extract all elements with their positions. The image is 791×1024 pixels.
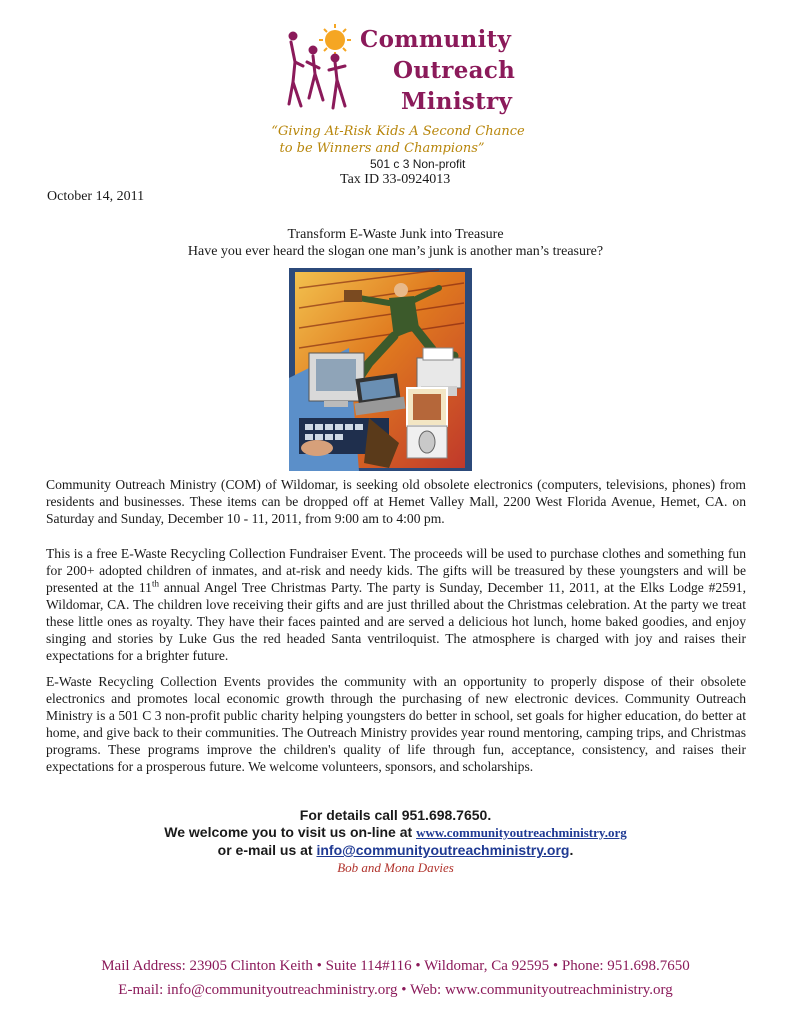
email-link[interactable]: info@communityoutreachministry.org	[316, 842, 570, 858]
email-suffix: .	[569, 842, 574, 858]
tagline-line2: to be Winners and Champions”	[279, 141, 485, 156]
contact-email-line	[0, 842, 791, 858]
email-prefix: or e-mail us at	[217, 842, 317, 858]
logo-figures-icon	[283, 22, 361, 120]
mouse-icon	[419, 431, 435, 453]
org-name-line1: Community	[360, 26, 512, 53]
org-name-line3: Ministry	[401, 88, 513, 115]
e-waste-illustration	[289, 268, 472, 471]
para2-text-part2: annual Angel Tree Christmas Party. The party is Sunday, December 11, 2011, at the Elks Lodge #2591, Wildomar, CA. The children love receiving their gifts and are just thrilled about the Christmas celebration. At the party we treat these little ones as royalty. They have their faces painted and are served a delicious hot lunch, home baked goodies, and enjoy singing and stories by Luke Gus the red headed Santa ventriloquist. The atmosphere is charged with joy and raises their expectations for a brighter future.	[46, 580, 746, 663]
tagline-line1: “Giving At-Risk Kids A Second Chance	[271, 124, 525, 139]
body-paragraph-1: Community Outreach Ministry (COM) of Wildomar, is seeking old obsolete electronics (computers, televisions, phones) from residents and businesses. These items can be dropped off at Hemet Valley Mall, 2200 West Florida Avenue, Hemet, CA. on Saturday and Sunday, December 10 - 11, 2011, from 9:00 am to 4:00 pm.	[46, 477, 746, 526]
body-paragraph-2	[46, 545, 746, 664]
body-paragraph-3: E-Waste Recycling Collection Events provides the community with an opportunity to properly dispose of their obsolete electronics and promotes local economic growth through the purchasing of new electronic devices. Community Outreach Ministry is a 501 C 3 non-profit public charity helping youngsters do better in school, set goals for higher education, do better at home, and give back to their communities. The Outreach Ministry provides year round mentoring, camping trips, and Christmas programs. These programs improve the children's quality of life through fun, acceptance, consistency, and raises their expectations for a prosperous future. We welcome volunteers, sponsors, and scholarships.	[46, 674, 746, 774]
footer-address: Mail Address: 23905 Clinton Keith • Suite 114#116 • Wildomar, Ca 92595 • Phone: 951.698.7650	[101, 958, 690, 974]
tax-id: Tax ID 33-0924013	[340, 172, 451, 187]
footer-email-web: E-mail: info@communityoutreachministry.org • Web: www.communityoutreachministry.org	[118, 982, 673, 998]
org-name-line2: Outreach	[393, 57, 516, 84]
website-link[interactable]: www.communityoutreachministry.org	[416, 825, 627, 840]
web-prefix: We welcome you to visit us on-line at	[164, 824, 417, 840]
para2-text-part1: This is a free E-Waste Recycling Collection Fundraiser Event. The proceeds will be used to purchase clothes and something fun for 200+ adopted children of inmates, and at-risk and needy kids. The gifts will be treasured by these youngsters and will be presented at the 11	[46, 546, 746, 595]
contact-phone: For details call 951.698.7650.	[299, 807, 492, 823]
letter-date: October 14, 2011	[47, 189, 145, 204]
heading-title: Transform E-Waste Junk into Treasure	[287, 227, 504, 242]
signature: Bob and Mona Davies	[337, 860, 454, 875]
ordinal-suffix: th	[151, 578, 159, 589]
heading-subtitle: Have you ever heard the slogan one man’s junk is another man’s treasure?	[187, 244, 604, 259]
contact-web-line	[0, 824, 791, 841]
nonprofit-status: 501 c 3 Non-profit	[370, 157, 466, 171]
sun-icon	[319, 24, 351, 56]
